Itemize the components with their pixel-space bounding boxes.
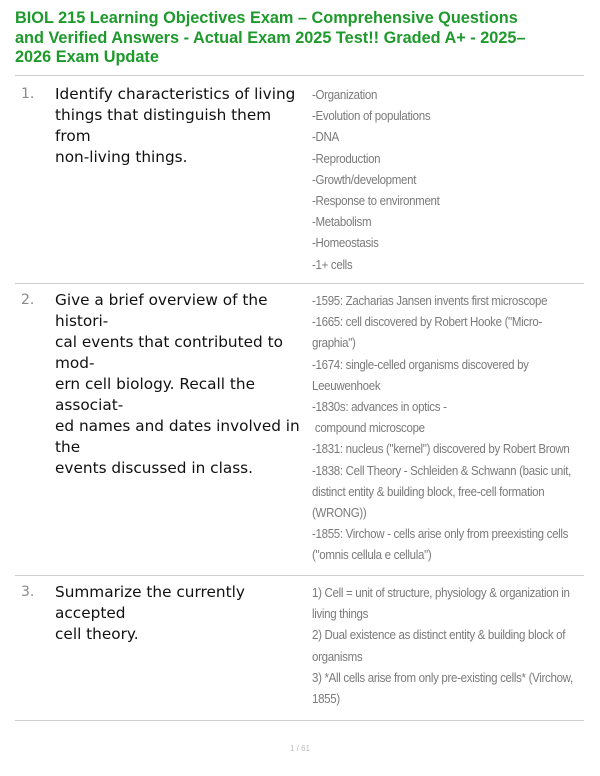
divider [15,720,584,721]
answer-line: living things [312,606,369,622]
question-line: things that distinguish them from [55,106,272,145]
divider [15,75,584,76]
question-text [55,582,305,645]
answer-line: 2) Dual existence as distinct entity & building block of [312,627,566,643]
answer-line: 1855) [312,691,340,707]
title-line: BIOL 215 Learning Objectives Exam – Comprehensive Questions [15,9,518,27]
answer-line: Leeuwenhoek [312,377,381,393]
question-line: ed names and dates involved in the [55,417,300,456]
divider [15,575,584,576]
divider [15,283,584,284]
question-text [55,84,305,168]
answer-line: -Metabolism [312,214,372,230]
answer-line: -1855: Virchow - cells arise only from preexisting cells [312,526,569,542]
answer-line: -Reproduction [312,150,381,166]
answer-line: -1838: Cell Theory - Schleiden & Schwann (basic unit, [312,462,572,478]
answer-line: -Evolution of populations [312,108,431,124]
title-line: and Verified Answers - Actual Exam 2025 Test!! Graded A+ - 2025– [15,28,526,47]
answer-line: -DNA [312,129,339,145]
answer-line: -1+ cells [312,256,353,272]
question-number: 1. [21,86,35,102]
question-line: Identify characteristics of living [55,85,296,103]
question-line: Summarize the currently accepted [55,583,245,622]
answer-line: -1830s: advances in optics - [312,399,447,415]
question-line: cell theory. [55,625,139,643]
question-line: cal events that contributed to mod- [55,333,283,372]
answer-line: 3) *All cells arise from only pre-existing cells* (Virchow, [312,669,573,685]
answer-line: -Organization [312,87,378,102]
answer-line: -Homeostasis [312,235,379,251]
answer-line: graphia") [312,335,356,351]
answer-line: ("omnis cellula e cellula") [312,547,432,563]
question-line: events discussed in class. [55,459,254,477]
document-title [15,9,590,68]
page-number: 1 / 61 [289,744,310,753]
answer-text [312,290,572,566]
answer-line: -Response to environment [312,193,440,209]
answer-line: compound microscope [312,420,425,436]
answer-text [312,582,573,709]
question-text [55,290,305,479]
answer-line: -1831: nucleus ("kernel") discovered by Robert Brown [312,441,570,457]
title-line: 2026 Exam Update [15,48,159,66]
answer-line: -Growth/development [312,171,417,187]
question-line: Give a brief overview of the histori- [55,291,268,330]
answer-line: (WRONG)) [312,505,367,521]
answer-line: 1) Cell = unit of structure, physiology & organization in [312,585,570,600]
question-number: 2. [21,292,35,308]
answer-text [312,84,569,275]
question-line: ern cell biology. Recall the associat- [55,375,256,414]
question-line: non-living things. [55,148,188,166]
answer-line: -1595: Zacharias Jansen invents first microscope [312,293,548,308]
answer-line: -1665: cell discovered by Robert Hooke ("Micro- [312,314,542,330]
question-number: 3. [21,584,35,600]
answer-line: organisms [312,648,363,664]
answer-line: distinct entity & building block, free-cell formation [312,483,545,499]
answer-line: -1674: single-celled organisms discovered by [312,356,529,372]
